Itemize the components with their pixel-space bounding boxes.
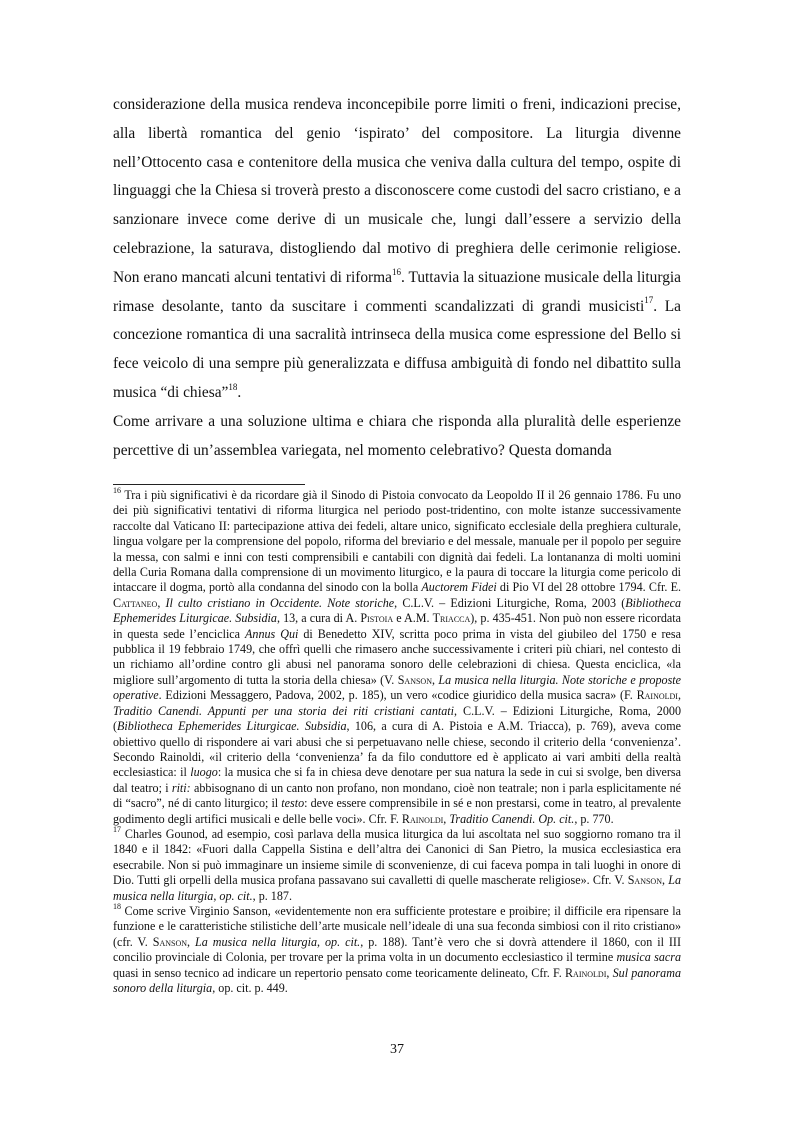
footnote-number: 16: [113, 485, 121, 495]
footnote-number: 17: [113, 824, 121, 834]
paragraph: Come arrivare a una soluzione ultima e chiara che risponda alla pluralità delle esperienze percettive di un’assemblea variegata, nel momento celebrativo? Questa domanda: [113, 412, 681, 459]
body-text: [113, 91, 681, 465]
footnote-16: $^{16}$ Tra i più significativi è da ricordare già il Sinodo di Pistoia convocato da Leopoldo II il 26 gennaio 1786. Fu uno dei più significativi tentativi di riforma liturgica nel periodo post-tridentino, con molte istanze successivamente raccolte dal Vaticano II: partecipazione attiva dei fedeli, altare unico, significato ecclesiale della preghiera culturale, lingua volgare per la comprensione del popolo, riforma del breviario e del messale, manuale per il popolo per seguire la messa, con salmi e inni con testi comprensibili e cantabili con dignità dai fedeli. La lontananza di molti uomini della Curia Romana dalla comprensione di un movimento liturgico, e la paura di toccare la liturgia come pericolo di intaccare il dogma, portò alla condanna del sinodo con la bolla Auctorem Fidei di Pio VI del 28 ottobre 1794. Cfr. E. Cattaneo, Il culto cristiano in Occidente. Note storiche, C.L.V. – Edizioni Liturgiche, Roma, 2003 (Bibliotheca Ephemerides Liturgicae. Subsidia, 13, a cura di A. Pistoia e A.M. Triacca), p. 435-451. Non può non essere ricordata in questa sede l’enciclica Annus Qui di Benedetto XIV, scritta poco prima in vista del giubileo del 1750 e resa pubblica il 19 febbraio 1749, che offrì quelli che rimasero anche successivamente i criteri più chiari, nel contesto di un richiamo all’ordine contro gli abusi nel panorama sonoro delle celebrazioni di chiesa. Questa enciclica, «la migliore sull’argomento di tutta la storia della chiesa» (V. Sanson, La musica nella liturgia. Note storiche e proposte operative. Edizioni Messaggero, Padova, 2002, p. 185), un vero «codice giuridico della musica sacra» (F. Rainoldi, Traditio Canendi. Appunti per una storia dei riti cristiani cantati, C.L.V. – Edizioni Liturgiche, Roma, 2000 (Bibliotheca Ephemerides Liturgicae. Subsidia, 106, a cura di A. Pistoia e A.M. Triacca), p. 769), aveva come obiettivo quello di rispondere ai vari abusi che si perpetuavano nelle chiese, secondo il criterio della ‘convenienza’. Secondo Rainoldi, «il criterio della ‘convenienza’ fa da filo conduttore ed è applicato ai vari ambiti della realtà ecclesiastica: il luogo: la musica che si fa in chiesa deve denotare per sua natura la sede in cui si svolge, ben diversa dal teatro; i riti: abbisognano di un canto non profano, non mondano, cioè non teatrale; non i parla esplicitamente né di “sacro”, né di canto liturgico; il testo: deve essere comprensibile in sé e non prestarsi, come in teatro, al prevalente godimento degli artifici musicali e delle belle voci». Cfr. F. Rainoldi, Traditio Canendi. Op. cit., p. 770.: [113, 485, 682, 826]
footnote-18: $^{18}$ Come scrive Virginio Sanson, «evidentemente non era sufficiente protestare e proibire; il difficile era ripensare la funzione e le caratteristiche stilistiche dell’arte musicale nell’ideale di una sua feconda simbiosi con il rito cristiano» (cfr. V. Sanson, La musica nella liturgia, op. cit., p. 188). Tant’è vero che si dovrà attendere il 1860, con il III concilio provinciale di Colonia, per trovare per la prima volta in un documento ecclesiastico il termine musica sacra quasi in senso tecnico ad indicare un repertorio pensato come teoricamente delineato, Cfr. F. Rainoldi, Sul panorama sonoro della liturgia, op. cit. p. 449.: [113, 901, 681, 995]
footnote-number: 18: [113, 901, 121, 911]
footnote-ref-16[interactable]: 16: [391, 266, 401, 277]
paragraph: considerazione della musica rendeva inconcepibile porre limiti o freni, indicazioni precise, alla libertà romantica del genio ‘ispirato’ del compositore. La liturgia divenne nell’Ottocento casa e contenitore della musica che veniva dalla cultura del tempo, ospite di linguaggi che la Chiesa si troverà presto a disconoscere come custodi del sacro cristiano, e a sanzionare invece come derive di un musicale che, lungi dall’essere a servizio della celebrazione, la saturava, distogliendo dal motivo di preghiera delle cerimonie religiose. Non erano mancati alcuni tentativi di riforma$^{16}$. Tuttavia la situazione musicale della liturgia rimase desolante, tanto da suscitare i commenti scandalizzati di grandi musicisti$^{17}$. La concezione romantica di una sacralità intrinseca della musica come espressione del Bello si fece veicolo di una sempre più generalizzata e diffusa ambiguità di fondo nel dibattito sulla musica “di chiesa”$^{18}$.: [113, 96, 682, 401]
footnotes: [113, 485, 682, 996]
footnote-ref-17[interactable]: 17: [644, 295, 654, 306]
footnote-ref-18[interactable]: 18: [228, 381, 238, 392]
footnote-17: $^{17}$ Charles Gounod, ad esempio, così parlava della musica liturgica da lui ascoltata nel suo soggiorno romano tra il 1840 e il 1842: «Fuori dalla Cappella Sistina e dell’altra dei Canonici di San Pietro, la musica ecclesiastica era esecrabile. Non si può immaginare un insieme simile di sconvenienze, di cui faceva pompa in tali luoghi in onore di Dio. Tutti gli orpelli della musica profana passavano sui cavalletti di quelle mascherate religiose». Cfr. V. Sanson, La musica nella liturgia, op. cit., p. 187.: [113, 824, 681, 903]
page-number: 37: [390, 1042, 404, 1057]
footnote-separator: [113, 484, 305, 485]
